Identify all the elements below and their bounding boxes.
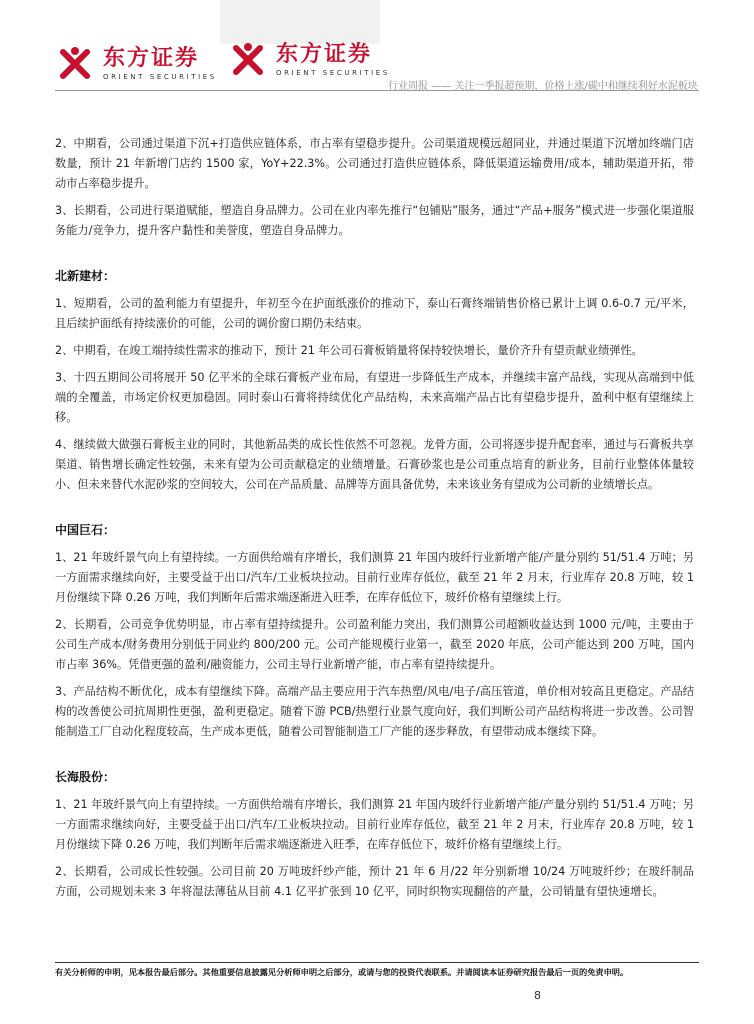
section-paragraph: 3、产品结构不断优化，成本有望继续下降。高端产品主要应用于汽车热塑/风电/电子/高压管道，单价相对较高且更稳定。产品结构的改善使公司抗周期性更强，盈利更稳定。随着下游 PCB/热塑行业景气度向好，我们判断公司产品结构将进一步改善。公司智能制造工厂自动化程度较高，生产成本更低，随着公司智能制造工厂产能的逐步释放，有望带动成本继续下降。 [55, 685, 694, 738]
section-paragraph: 1、短期看，公司的盈利能力有望提升，年初至今在护面纸涨价的推动下，泰山石膏终端销售价格已累计上调 0.6-0.7 元/平米，且后续护面纸有持续涨价的可能，公司的调价窗口期仍未结束。 [55, 297, 694, 330]
section-title: 中国巨石： [55, 523, 116, 537]
section-paragraph: 1、21 年玻纤景气向上有望持续。一方面供给端有序增长，我们测算 21 年国内玻纤行业新增产能/产量分别约 51/51.4 万吨；另一方面需求继续向好，主要受益于出口/汽车/工业板块拉动。目前行业库存低位，截至 21 年 2 月末，行业库存 20.8 万吨，较 1 月份继续下降 0.26 万吨，我们判断年后需求端逐渐进入旺季，在库存低位下，玻纤价格有望继续上行。 [55, 551, 694, 604]
section-paragraph: 4、继续做大做强石膏板主业的同时，其他新品类的成长性依然不可忽视。龙骨方面，公司将逐步提升配套率，通过与石膏板共享渠道、销售增长确定性较强，未来有望为公司贡献稳定的业绩增量。石膏砂浆也是公司重点培育的新业务，目前行业整体体量较小、但未来替代水泥砂浆的空间较大，公司在产品质量、品牌等方面具备优势，未来该业务有望成为公司新的业绩增长点。 [55, 438, 694, 491]
section-paragraph: 2、中期看，在竣工端持续性需求的推动下，预计 21 年公司石膏板销量将保持较快增长，量价齐升有望贡献业绩弹性。 [55, 344, 643, 357]
section-title: 北新建材： [55, 269, 116, 283]
section-title: 长海股份： [55, 770, 116, 784]
footer-disclaimer: 有关分析师的申明，见本报告最后部分。其他重要信息披露见分析师申明之后部分，或请与您的投资代表联系。并请阅读本证券研究报告最后一页的免责申明。 [55, 967, 629, 977]
intro-paragraph: 3、长期看，公司进行渠道赋能，塑造自身品牌力。公司在业内率先推行“包铺贴”服务，通过“产品+服务”模式进一步强化渠道服务能力/竞争力，提升客户黏性和美誉度，塑造自身品牌力。 [55, 204, 694, 237]
section-paragraph: 1、21 年玻纤景气向上有望持续。一方面供给端有序增长，我们测算 21 年国内玻纤行业新增产能/产量分别约 51/51.4 万吨；另一方面需求继续向好，主要受益于出口/汽车/工业板块拉动。目前行业库存低位，截至 21 年 2 月末，行业库存 20.8 万吨，较 1 月份继续下降 0.26 万吨，我们判断年后需求端逐渐进入旺季，在库存低位下，玻纤价格有望继续上行。 [55, 798, 694, 851]
section-jushi [55, 521, 694, 742]
company-logo-secondary [228, 36, 390, 84]
report-title: 行业周报 —— 关注一季报超预期，价格上涨/碳中和继续利好水泥板块 [388, 81, 698, 92]
intro-paragraph: 2、中期看，公司通过渠道下沉+打造供应链体系，市占率有望稳步提升。公司渠道规模远超同业，并通过渠道下沉增加终端门店数量，预计 21 年新增门店约 1500 家，YoY+22.3%。公司通过打造供应链体系，降低渠道运输费用/成本，辅助渠道开拓，带动市占率稳步提升。 [55, 137, 694, 190]
logo-name-cn: 东方证券 [276, 42, 373, 67]
logo-name-en: ORIENT SECURITIES [103, 73, 217, 81]
report-body [55, 134, 694, 909]
logo-mark-icon [55, 44, 95, 84]
company-logo [55, 40, 217, 88]
logo-name-en: ORIENT SECURITIES [276, 69, 390, 77]
page-number: 8 [534, 989, 541, 1002]
section-paragraph: 2、长期看，公司成长性较强。公司目前 20 万吨玻纤纱产能，预计 21 年 6 月/22 年分别新增 10/24 万吨玻纤纱；在玻纤制品方面，公司规划未来 3 年将湿法薄毡从目前 4.1 亿平扩张到 10 亿平，同时织物实现翻倍的产量，公司销量有望快速增长。 [55, 865, 694, 898]
logo-mark-icon [228, 40, 268, 80]
logo-name-cn: 东方证券 [103, 46, 200, 71]
section-beixin [55, 267, 694, 495]
footer-divider [55, 962, 699, 963]
section-paragraph: 3、十四五期间公司将展开 50 亿平米的全球石膏板产业布局，有望进一步降低生产成本，并继续丰富产品线，实现从高端到中低端的全覆盖，市场定价权更加稳固。同时泰山石膏将持续优化产品结构，未来高端产品占比有望稳步提升，盈利中枢有望继续上移。 [55, 371, 694, 424]
header-divider [55, 90, 699, 91]
section-paragraph: 2、长期看，公司竞争优势明显，市占率有望持续提升。公司盈利能力突出，我们测算公司超额收益达到 1000 元/吨，主要由于公司生产成本/财务费用分别低于同业约 800/200 元。公司产能规模行业第一，截至 2020 年底，公司产能达到 200 万吨，国内市占率 36%。凭借更强的盈利/融资能力，公司主导行业新增产能，市占率有望持续提升。 [55, 618, 694, 671]
section-changhai [55, 768, 694, 902]
